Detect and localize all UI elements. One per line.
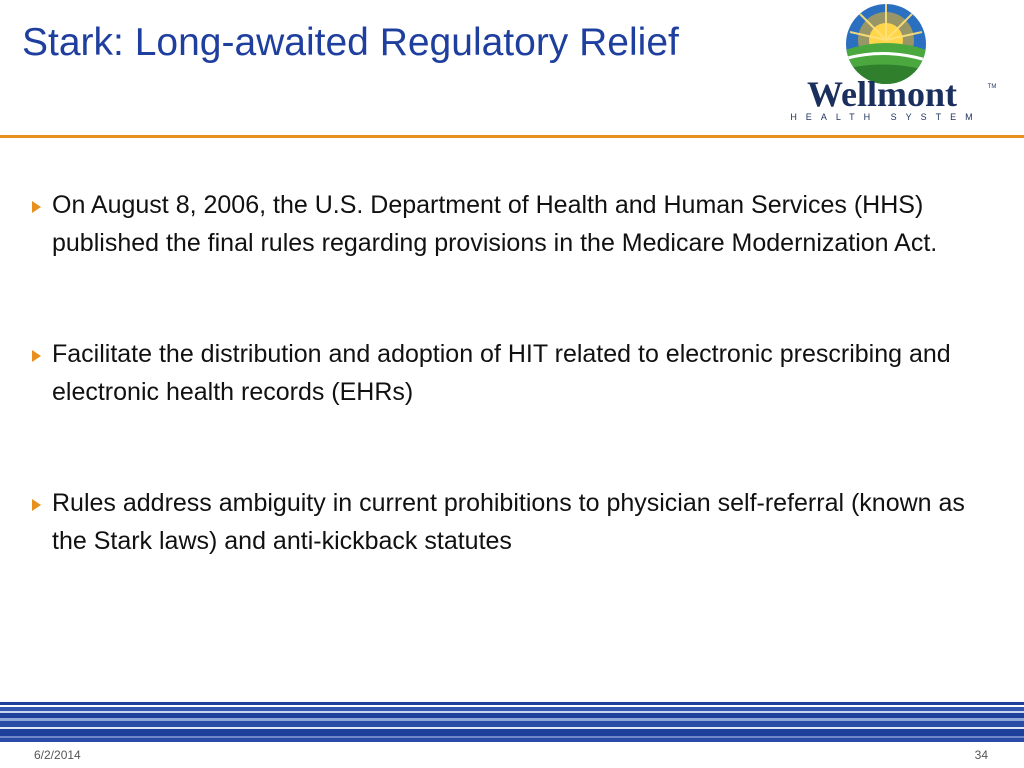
bullet-item xyxy=(30,484,1000,560)
triangle-bullet-icon xyxy=(32,350,41,362)
page-number: 34 xyxy=(974,748,988,762)
triangle-bullet-icon xyxy=(32,201,41,213)
logo-wordmark: Wellmont xyxy=(807,74,957,114)
slide-title: Stark: Long-awaited Regulatory Relief xyxy=(22,21,679,64)
bullet-text: On August 8, 2006, the U.S. Department of Health and Human Services (HHS) published the final rules regarding provisions in the Medicare Modernization Act. xyxy=(52,191,938,257)
bullet-item xyxy=(30,186,1000,262)
bullet-text: Rules address ambiguity in current prohibitions to physician self-referral (known as the Stark laws) and anti-kickback statutes xyxy=(52,489,965,555)
wellmont-logo xyxy=(770,2,1002,126)
footer-band xyxy=(0,702,1024,742)
footer-date: 6/2/2014 xyxy=(34,748,81,762)
logo-tagline: HEALTH SYSTEM xyxy=(790,112,982,122)
triangle-bullet-icon xyxy=(32,499,41,511)
bullet-item xyxy=(30,335,1000,411)
logo-trademark: TM xyxy=(987,84,997,90)
bullet-text: Facilitate the distribution and adoption of HIT related to electronic prescribing and electronic health records (EHRs) xyxy=(52,340,951,406)
bullet-list xyxy=(30,186,1000,560)
title-divider xyxy=(0,135,1024,138)
